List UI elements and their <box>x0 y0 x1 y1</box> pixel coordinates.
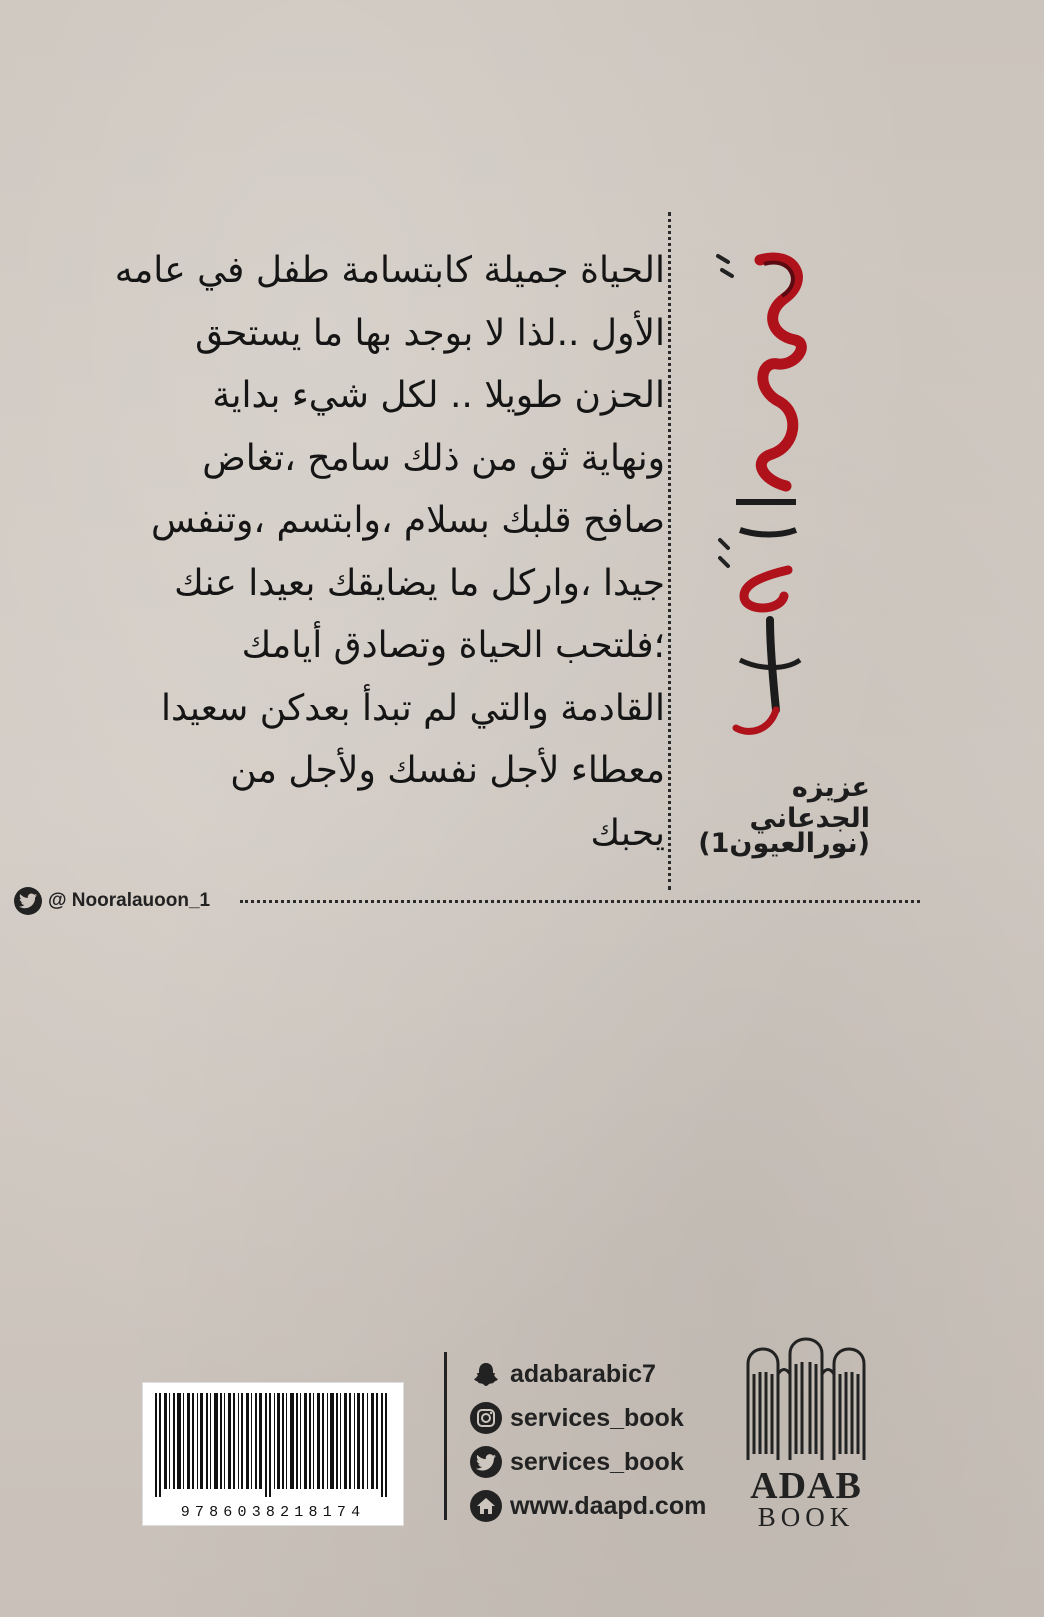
publisher-sub: BOOK <box>757 1502 855 1532</box>
blurb-line: الأول ..لذا لا بوجد بها ما يستحق <box>195 312 665 354</box>
instagram-contact[interactable] <box>470 1396 706 1440</box>
blurb-line: الحزن طويلا .. لكل شيء بداية <box>212 375 665 416</box>
horizontal-dotted-divider <box>240 900 920 903</box>
author-pen-name: (نورالعيون1) <box>698 828 870 859</box>
blurb-text <box>20 240 665 865</box>
footer-separator <box>444 1352 447 1520</box>
twitter-icon <box>14 887 42 915</box>
instagram-icon <box>470 1402 502 1434</box>
blurb-line: معطاء لأجل نفسك ولأجل من <box>230 750 665 791</box>
snapchat-text: adabarabic7 <box>510 1359 656 1388</box>
home-icon <box>470 1490 502 1522</box>
blurb-line: يحبك <box>590 812 665 854</box>
publisher-name: ADAB <box>750 1465 862 1507</box>
instagram-text: services_book <box>510 1403 684 1432</box>
twitter-contact[interactable] <box>470 1440 706 1484</box>
blurb-line: القادمة والتي لم تبدأ بعدكن سعيدا <box>160 687 665 729</box>
blurb-line: صافح قلبك بسلام ،وابتسم ،وتنفس <box>151 500 665 541</box>
isbn-barcode <box>142 1382 404 1526</box>
isbn-number: 9786038218174 <box>180 1504 366 1521</box>
snapchat-icon <box>470 1358 502 1390</box>
author-twitter[interactable] <box>14 886 210 916</box>
books-icon <box>740 1334 872 1462</box>
blurb-line: ونهاية ثق من ذلك سامح ،تغاض <box>202 437 665 479</box>
blurb-line: ؛فلتحب الحياة وتصادق أيامك <box>241 625 665 666</box>
publisher-logo <box>740 1334 872 1532</box>
vertical-dotted-divider <box>668 212 671 890</box>
website-contact[interactable] <box>470 1484 706 1528</box>
blurb-line: الحياة جميلة كابتسامة طفل في عامه <box>114 250 665 291</box>
publisher-contacts <box>470 1352 706 1528</box>
twitter-icon <box>470 1446 502 1478</box>
book-title-calligraphy <box>700 240 820 740</box>
twitter-handle-text: @ Nooralauoon_1 <box>48 890 211 911</box>
author-name: عزيزه الجدعاني <box>749 772 870 834</box>
snapchat-contact[interactable] <box>470 1352 706 1396</box>
barcode-bars <box>155 1393 391 1497</box>
website-text: www.daapd.com <box>510 1491 707 1520</box>
blurb-line: جيدا ،واركل ما يضايقك بعيدا عنك <box>174 562 665 604</box>
twitter-text: services_book <box>510 1447 684 1476</box>
